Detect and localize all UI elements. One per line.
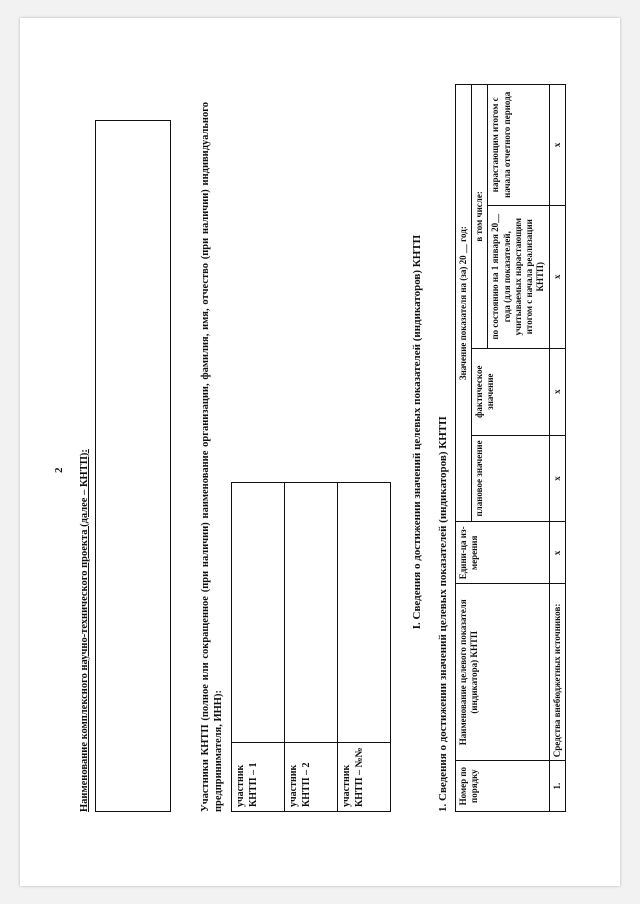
- participant-row: [232, 483, 285, 812]
- col-as-of-header: по состоянию на 1 января 20__ года (для показателей, учитываемых нарастающим итогом с начала реализации КНТП): [488, 205, 549, 348]
- table-row: [549, 85, 565, 812]
- col-unit-header: Едини-ца из-мерения: [455, 522, 549, 584]
- participant-row: [285, 483, 338, 812]
- col-num-header: Номер по порядку: [455, 761, 549, 812]
- col-value-group-header: Значение показателя на (за) 20 __ год:: [455, 85, 471, 522]
- participant-label: участник КНТП – 1: [232, 743, 285, 812]
- col-cumulative-header: нарастающим итогом с начала отчетного периода: [488, 85, 549, 206]
- participant-row: [338, 483, 391, 812]
- indicators-table: [455, 84, 566, 812]
- row-name: Средства внебюджетных источников:: [549, 584, 565, 761]
- document-page: [20, 18, 620, 886]
- participant-value[interactable]: [338, 483, 391, 743]
- subsection-title: 1. Сведения о достижении значений целевых показателей (индикаторов) КНТП: [437, 416, 450, 812]
- row-planned: x: [549, 435, 565, 522]
- participant-value[interactable]: [232, 483, 285, 743]
- col-planned-header: плановое значение: [472, 435, 550, 522]
- row-cumulative: x: [549, 85, 565, 206]
- participant-label: участник КНТП – 2: [285, 743, 338, 812]
- project-title-box[interactable]: [95, 120, 171, 812]
- participants-table: [231, 482, 391, 812]
- col-actual-header: фактическое значение: [472, 348, 550, 435]
- row-actual: x: [549, 348, 565, 435]
- row-as-of: x: [549, 205, 565, 348]
- page-number: 2: [53, 467, 65, 473]
- row-unit: x: [549, 522, 565, 584]
- row-num: 1.: [549, 761, 565, 812]
- section-title: I. Сведения о достижении значений целевых показателей (индикаторов) КНТП: [411, 234, 424, 630]
- col-name-header: Наименование целевого показателя (индикатора) КНТП: [455, 584, 549, 761]
- participant-label: участник КНТП – №№: [338, 743, 391, 812]
- col-in-that-number-header: в том числе:: [472, 85, 488, 349]
- project-title-label: Наименование комплексного научно-технического проекта (далее – КНТП):: [79, 449, 90, 812]
- rotated-content: [60, 52, 608, 812]
- participants-intro: Участники КНТП (полное или сокращенное (при наличии) наименование организации, фамилия, имя, отчество (при наличии) индивидуального предпринимателя, ИНН):: [200, 102, 225, 812]
- participant-value[interactable]: [285, 483, 338, 743]
- table-header-row: [455, 85, 471, 812]
